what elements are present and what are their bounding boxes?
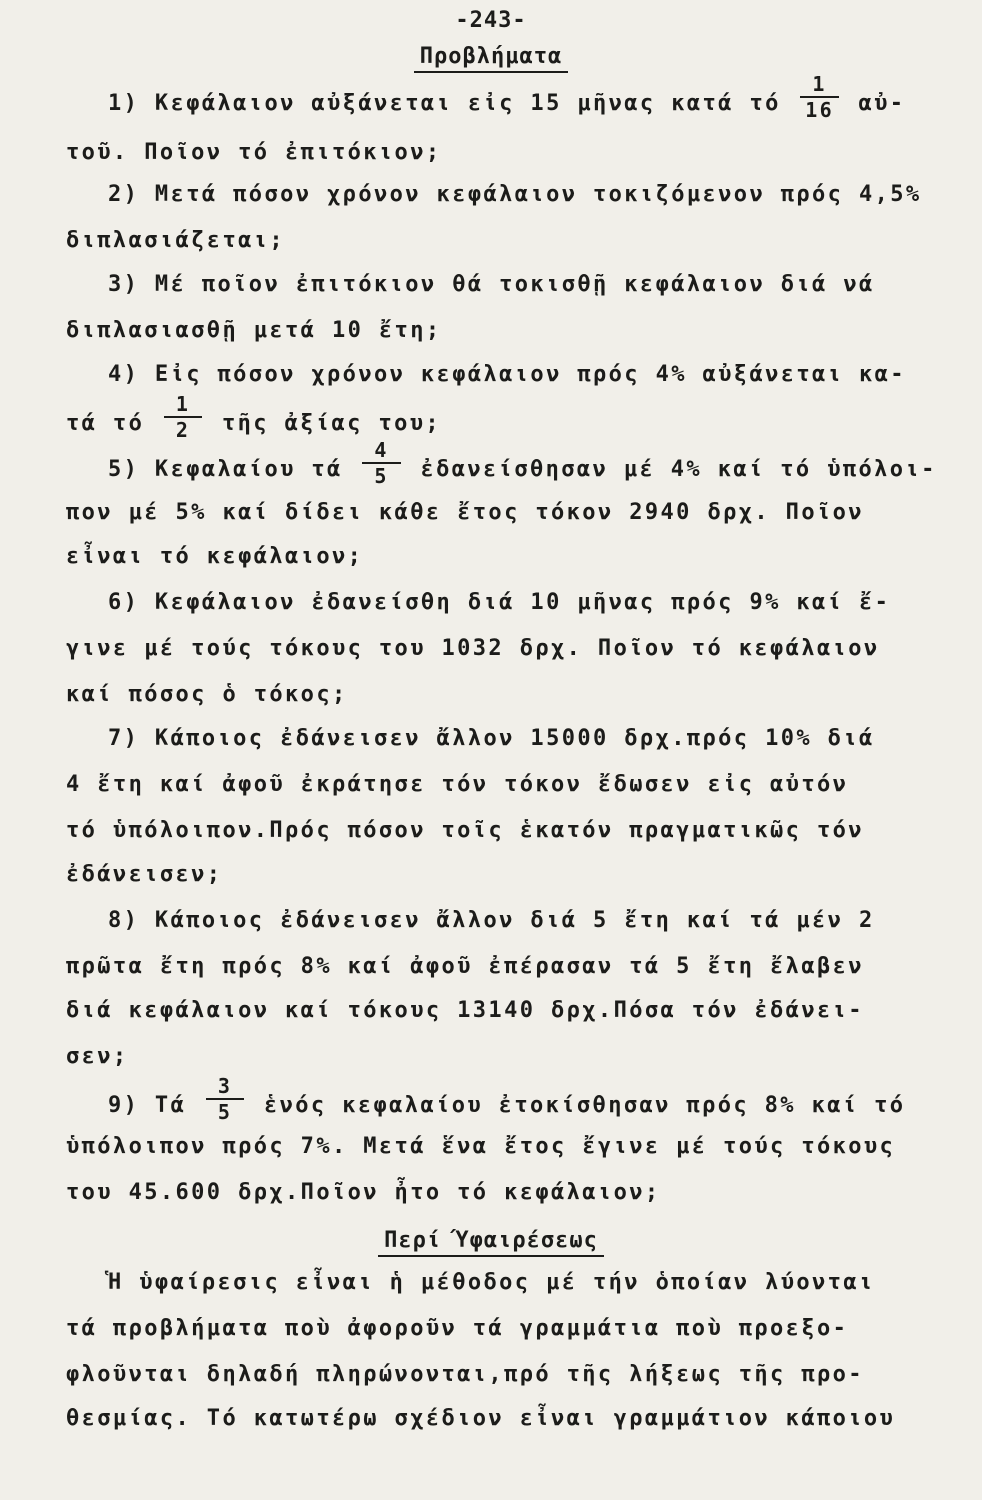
fraction-1-2 (164, 394, 202, 440)
problem-1-line-1 (108, 72, 906, 122)
problem-8-line-1: 8) Κάποιος ἐδάνεισεν ἄλλον διά 5 ἔτη καί τά μέν 2 (108, 908, 875, 933)
problem-3-line-1: 3) Μέ ποῖον ἐπιτόκιον θά τοκισθῇ κεφάλαιον διά νά (108, 272, 875, 297)
page-number: -243- (455, 8, 527, 33)
problem-7-line-4: ἐδάνεισεν; (66, 862, 223, 887)
problem-8-line-4: σεν; (66, 1044, 129, 1069)
problem-7-line-3: τό ὑπόλοιπον.Πρός πόσον τοῖς ἑκατόν πραγματικῶς τόν (66, 818, 864, 843)
problem-7-line-2: 4 ἔτη καί ἀφοῦ ἐκράτησε τόν τόκον ἔδωσεν εἰς αὐτόν (66, 772, 849, 797)
problem-3-line-2: διπλασιασθῇ μετά 10 ἔτη; (66, 318, 442, 343)
problem-2-line-1: 2) Μετά πόσον χρόνον κεφάλαιον τοκιζόμενον πρός 4,5% (108, 182, 922, 207)
problem-5-line-2: πον μέ 5% καί δίδει κάθε ἔτος τόκον 2940 δρχ. Ποῖον (66, 500, 864, 525)
problem-9-line-3: του 45.600 δρχ.Ποῖον ἦτο τό κεφάλαιον; (66, 1180, 661, 1205)
section-heading-problems (0, 44, 982, 69)
problem-5-line-3: εἶναι τό κεφάλαιον; (66, 544, 364, 569)
fraction-numerator: 4 (362, 440, 400, 464)
problem-9-line-1 (108, 1074, 906, 1124)
paragraph-line-4: θεσμίας. Τό κατωτέρω σχέδιον εἶναι γραμμάτιον κάποιου (66, 1406, 896, 1431)
fraction-denominator: 2 (175, 418, 191, 442)
problem-8-line-2: πρῶτα ἔτη πρός 8% καί ἀφοῦ ἐπέρασαν τά 5 ἔτη ἔλαβεν (66, 954, 864, 979)
paragraph-line-3: φλοῦνται δηλαδή πληρώνονται,πρό τῆς λήξεως τῆς προ- (66, 1362, 864, 1387)
section-heading-discount-text: Περί Ύφαιρέσεως (378, 1228, 604, 1257)
problem-5-text: 5) Κεφαλαίου τά (108, 457, 343, 482)
section-heading-discount (0, 1228, 982, 1253)
fraction-numerator: 3 (206, 1076, 244, 1100)
problem-1-line-2: τοῦ. Ποῖον τό ἐπιτόκιον; (66, 140, 442, 165)
problem-2-line-2: διπλασιάζεται; (66, 228, 286, 253)
problem-5-line-1 (108, 438, 937, 488)
problem-9-line-2: ὑπόλοιπον πρός 7%. Μετά ἕνα ἔτος ἔγινε μέ τούς τόκους (66, 1134, 896, 1159)
problem-6-line-1: 6) Κεφάλαιον ἐδανείσθη διά 10 μῆνας πρός 9% καί ἔ- (108, 590, 891, 615)
problem-4-line-2 (66, 392, 442, 442)
fraction-numerator: 1 (800, 74, 838, 98)
problem-9-text: 9) Τά (108, 1093, 187, 1118)
problem-8-line-3: διά κεφάλαιον καί τόκους 13140 δρχ.Πόσα τόν ἐδάνει- (66, 998, 864, 1023)
problem-4-text-end: τῆς ἀξίας του; (222, 411, 442, 436)
fraction-denominator: 16 (805, 98, 835, 122)
problem-5-text-end: ἐδανείσθησαν μέ 4% καί τό ὑπόλοι- (420, 457, 937, 482)
fraction-denominator: 5 (217, 1100, 233, 1124)
paragraph-line-1: Ἡ ὑφαίρεσις εἶναι ἡ μέθοδος μέ τήν ὁποίαν λύονται (108, 1270, 875, 1295)
problem-1-text-end: αὐ- (858, 91, 906, 116)
fraction-1-16 (800, 74, 838, 120)
problem-6-line-3: καί πόσος ὁ τόκος; (66, 682, 348, 707)
fraction-numerator: 1 (164, 394, 202, 418)
problem-4-text: τά τό (66, 411, 145, 436)
problem-4-line-1: 4) Εἰς πόσον χρόνον κεφάλαιον πρός 4% αὐξάνεται κα- (108, 362, 906, 387)
fraction-denominator: 5 (374, 464, 389, 488)
paragraph-line-2: τά προβλήματα ποὺ ἀφοροῦν τά γραμμάτια ποὺ προεξο- (66, 1316, 849, 1341)
problem-1-text: 1) Κεφάλαιον αὐξάνεται εἰς 15 μῆνας κατά τό (108, 91, 781, 116)
problem-7-line-1: 7) Κάποιος ἐδάνεισεν ἄλλον 15000 δρχ.πρός 10% διά (108, 726, 875, 751)
section-heading-problems-text: Προβλήματα (414, 44, 568, 73)
problem-6-line-2: γινε μέ τούς τόκους του 1032 δρχ. Ποῖον τό κεφάλαιον (66, 636, 880, 661)
fraction-3-5 (206, 1076, 244, 1122)
problem-9-text-end: ἑνός κεφαλαίου ἐτοκίσθησαν πρός 8% καί τό (264, 1093, 906, 1118)
fraction-4-5 (362, 440, 400, 486)
